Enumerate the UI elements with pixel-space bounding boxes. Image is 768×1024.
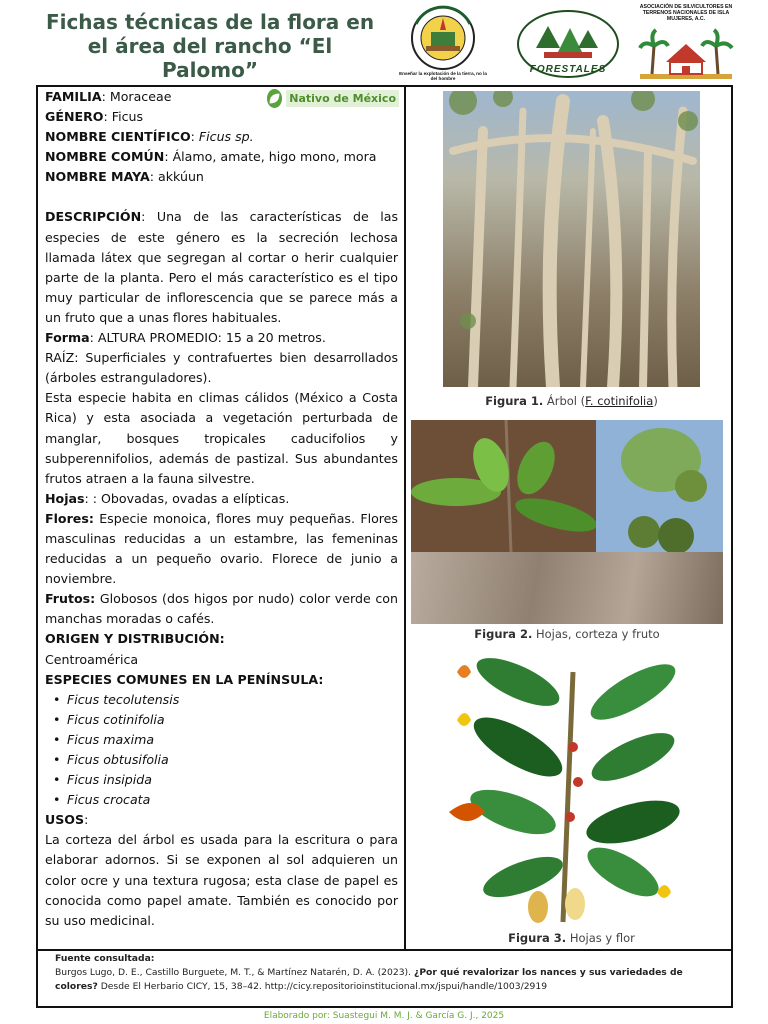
palm-house-icon [638, 22, 734, 80]
list-item: • Ficus obtusifolia [53, 750, 398, 770]
bark-photo [411, 552, 723, 624]
fruit-photo [596, 420, 723, 552]
figure-1-caption: Figura 1. Árbol (F. cotinifolia) [485, 394, 658, 408]
reference-divider [36, 949, 733, 951]
reference-citation: Burgos Lugo, D. E., Castillo Burguete, M. T., & Martínez Natarén, D. A. (2023). ¿Por qué revalorizar los nances y sus variedades de colores? Desde El Herbario CICY, 15, 38–42. http://cicy.repositorioinstitucional.mx/jspui/handle/1003/2919 [55, 967, 683, 992]
association-name: ASOCIACIÓN DE SILVICULTORES EN TERRENOS NACIONALES DE ISLA MUJERES, A.C. [639, 4, 733, 22]
figure-2-caption: Figura 2. Hojas, corteza y fruto [474, 627, 660, 641]
column-divider [404, 85, 406, 951]
maya-row: NOMBRE MAYA: akkúun [45, 169, 204, 185]
forestry-division-logo [514, 8, 622, 80]
descripcion-paragraph: DESCRIPCIÓN: Una de las características de las especies de este género es la secreción lechosa llamada látex que segregan al cortar o herir cualquier parte de la planta. Pero el más característico es el tipo muy particular de inflorescencia que se parece más a un fruto que a unas flores habituales. [45, 209, 399, 325]
forestry-caption: FORESTALES [529, 64, 607, 75]
university-logo [396, 4, 490, 84]
figure-3-caption: Figura 3. Hojas y flor [508, 931, 635, 945]
leaves-photo [411, 420, 596, 552]
reference-label: Fuente consultada: [55, 953, 155, 964]
reference-block [55, 952, 725, 994]
habitat-paragraph: Esta especie habita en climas cálidos (México a Costa Rica) y esta asociada a vegetación perturbada de manglar, bosques tropicales caducifolios y subperennifolios, además de pastizal. Sus abundantes frutos atraen a la fauna silvestre. [45, 390, 398, 486]
list-item: • Ficus insipida [53, 770, 398, 790]
especies-list [45, 690, 398, 811]
list-item: • Ficus tecolutensis [53, 690, 398, 710]
raiz-row: RAÍZ: Superficiales y contrafuertes bien desarrollados (árboles estranguladores). [45, 350, 398, 386]
list-item: • Ficus maxima [53, 730, 398, 750]
origen-label: ORIGEN Y DISTRIBUCIÓN: [45, 631, 225, 647]
comun-row: NOMBRE COMÚN: Álamo, amate, higo mono, mora [45, 149, 377, 165]
footer-credit: Elaborado por: Suastegui M. M. J. & García G. J., 2025 [263, 1011, 505, 1021]
flores-paragraph: Flores: Especie monoica, flores muy pequeñas. Flores masculinas reducidas a un estambre, las femeninas reducidas a un pequeño ovario. Florece de junio a noviembre. [45, 510, 398, 587]
frutos-paragraph: Frutos: Globosos (dos higos por nudo) color verde con manchas moradas o cafés. [45, 591, 398, 627]
native-badge-label: Nativo de México [286, 90, 399, 107]
familia-row: FAMILIA: Moraceae [45, 89, 172, 104]
cientifico-row: NOMBRE CIENTÍFICO: Ficus sp. [45, 129, 254, 145]
university-seal-icon [396, 4, 490, 72]
association-logo [638, 4, 734, 82]
list-item: • Ficus cotinifolia [53, 710, 398, 730]
hojas-row: Hojas: : Obovadas, ovadas a elípticas. [45, 490, 290, 506]
botanical-illustration [443, 652, 683, 930]
genero-row: GÉNERO: Ficus [45, 109, 144, 125]
tree-photo [443, 91, 700, 387]
usos-label: USOS: [45, 812, 89, 828]
list-item: • Ficus crocata [53, 790, 398, 810]
forma-row: Forma: ALTURA PROMEDIO: 15 a 20 metros. [45, 330, 326, 346]
species-description [45, 87, 398, 931]
origen-value: Centroamérica [45, 651, 139, 667]
university-motto: Enseñar la explotación de la tierra, no la del hombre [399, 71, 487, 81]
usos-paragraph: La corteza del árbol es usada para la escritura o para elaborar adornos. Si se exponen al sol adquieren un color ocre y una textura rugosa; esta clase de papel es conocida como papel amate. También es conocido por su uso medicinal. [45, 832, 398, 928]
especies-label: ESPECIES COMUNES EN LA PENÍNSULA: [45, 671, 324, 687]
page-title: Fichas técnicas de la flora en el área del rancho “El Palomo” [45, 10, 375, 82]
